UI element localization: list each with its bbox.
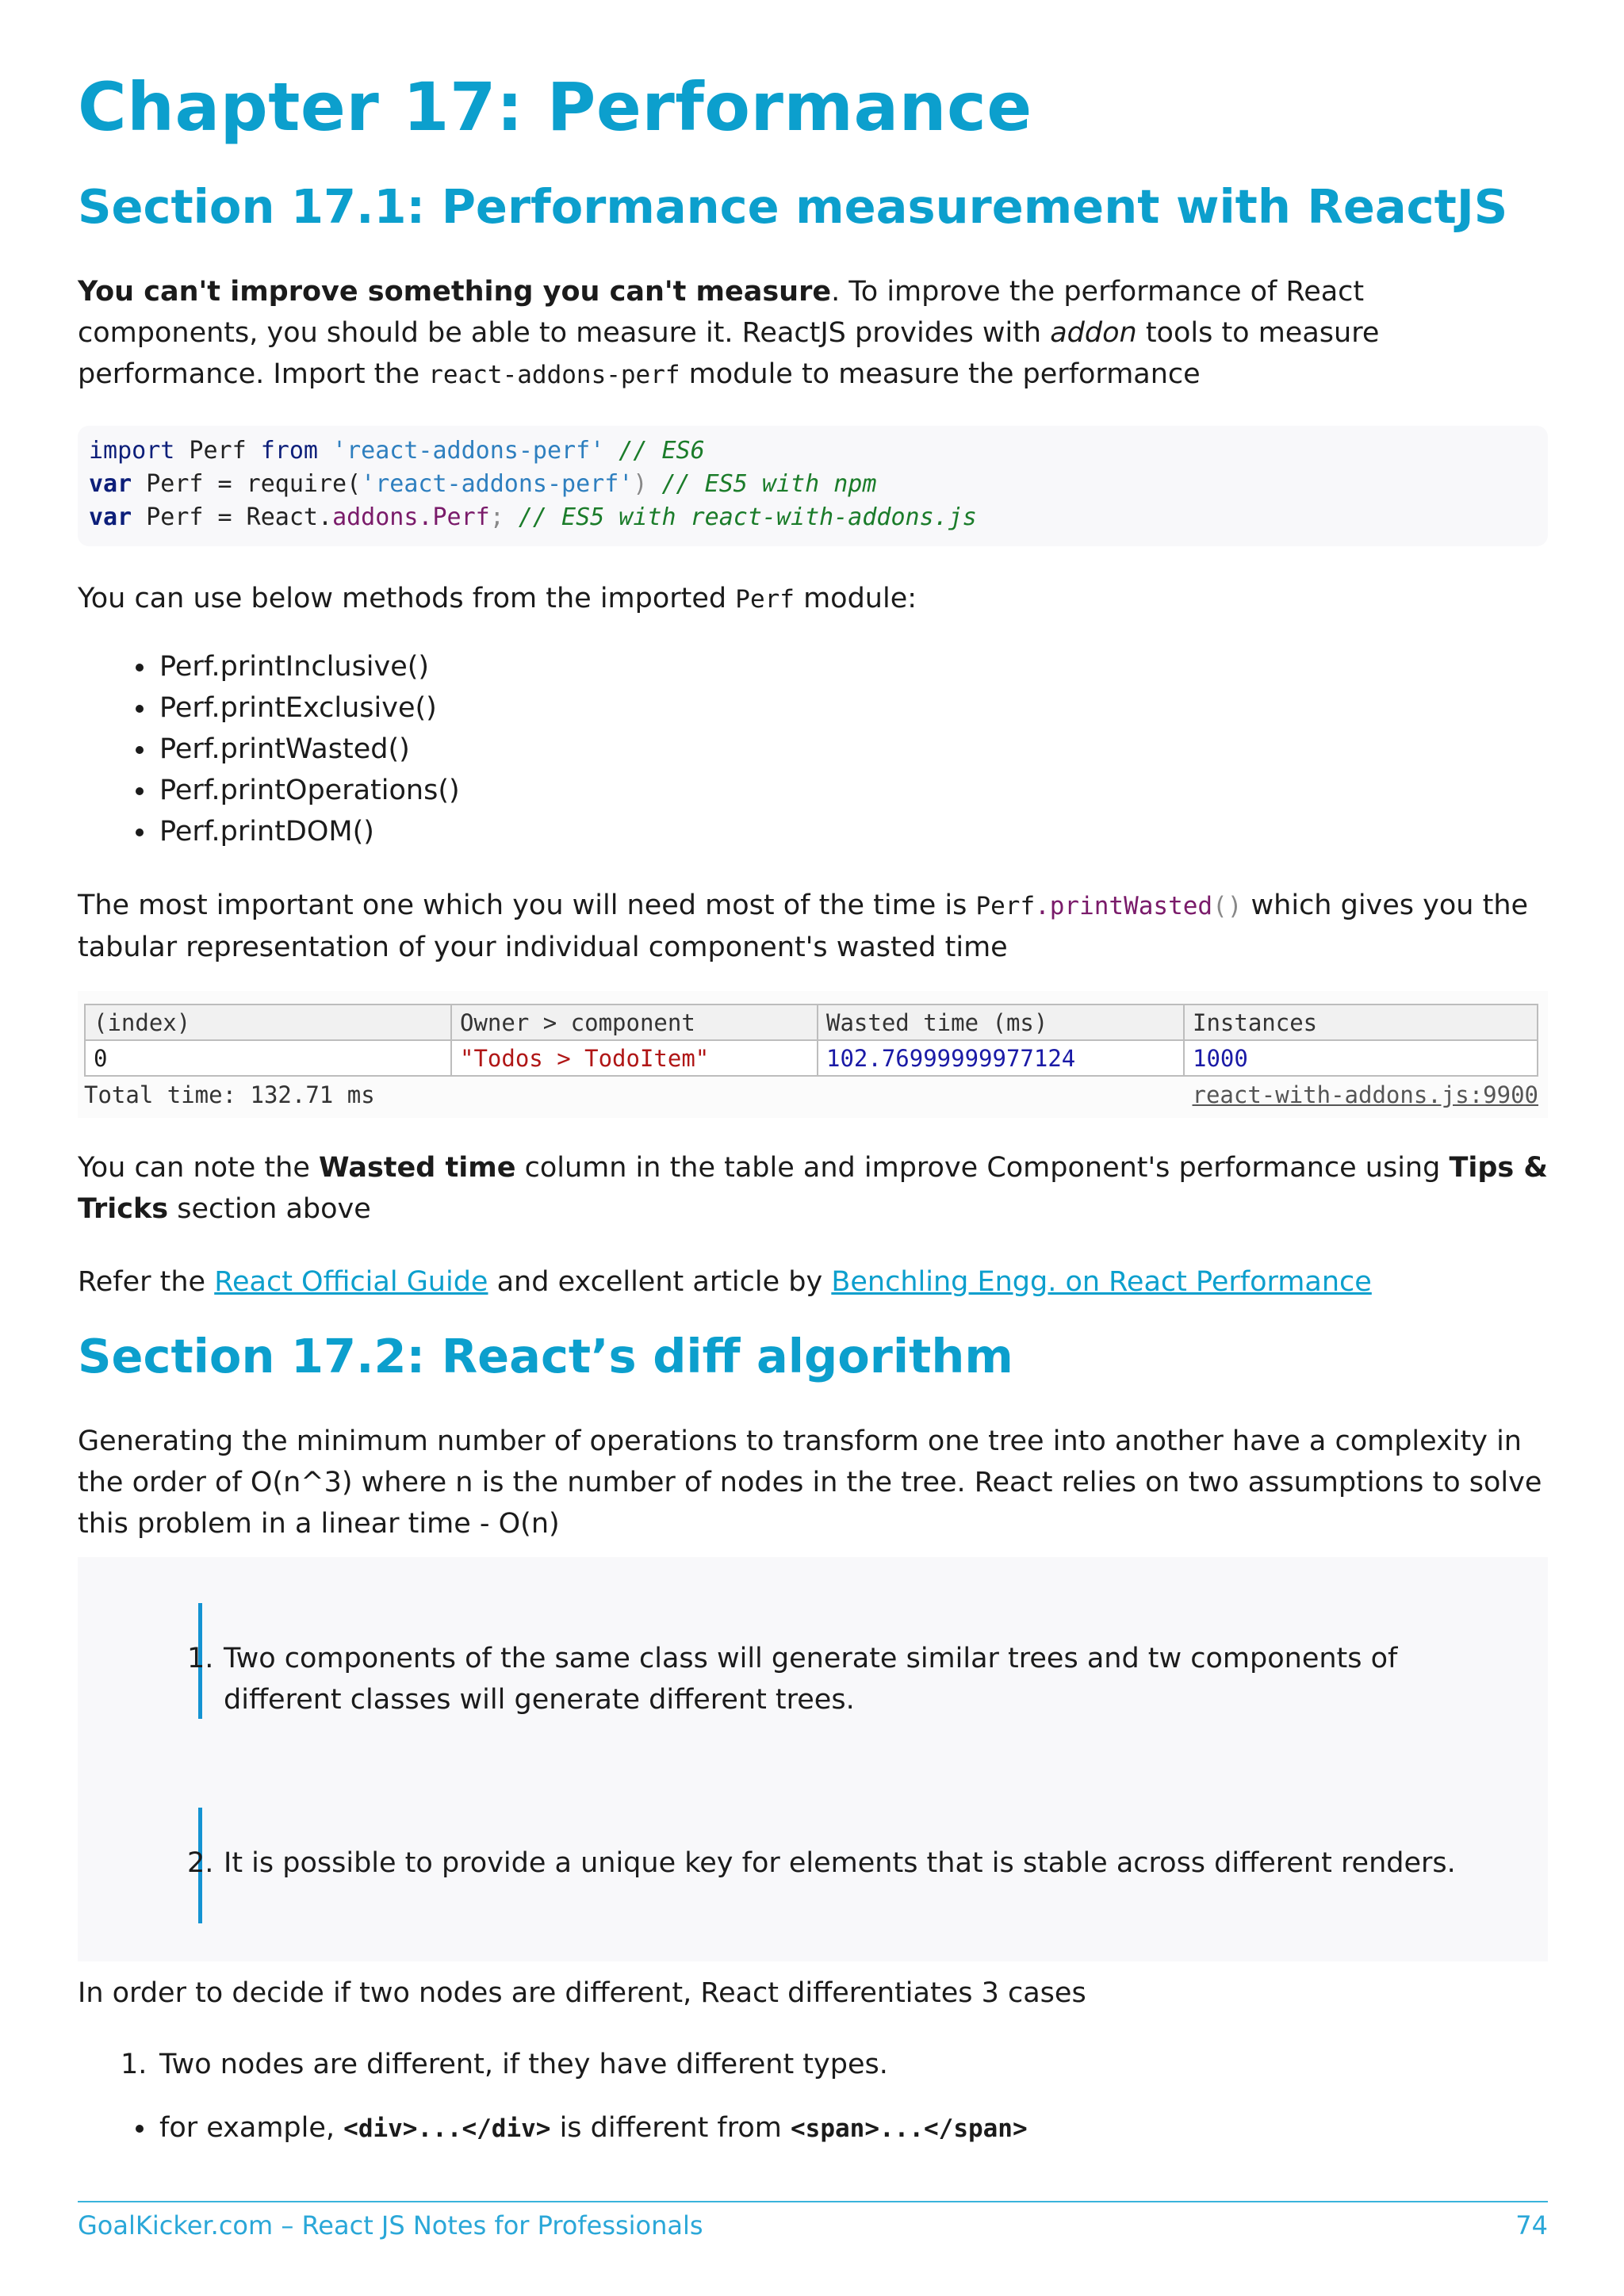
footer-divider (78, 2201, 1548, 2202)
code-block (78, 426, 1548, 546)
list-item: Perf.printDOM() (78, 811, 460, 852)
code-line-3: var Perf = React.addons.Perf; // ES5 with react-with-addons.js (89, 503, 977, 531)
case-text: Two nodes are different, if they have different types. (159, 2049, 888, 2080)
react-guide-link[interactable]: React Official Guide (214, 1266, 488, 1298)
list-item: Perf.printWasted() (78, 729, 460, 770)
table-header: Owner > component (451, 1004, 818, 1040)
table-header: Wasted time (ms) (818, 1004, 1184, 1040)
intro-italic: addon (1050, 317, 1137, 349)
perf-table-screenshot (78, 991, 1548, 1118)
source-link[interactable]: react-with-addons.js:9900 (1192, 1081, 1538, 1108)
intro-paragraph (78, 271, 1548, 396)
total-time: Total time: 132.71 ms (84, 1081, 375, 1108)
diff-intro: Generating the minimum number of operations to transform one tree into another have a complexity in the order of O(n^3) where n is the number of nodes in the tree. React relies on two assumptions to solve this problem in a linear time - O(n) (78, 1425, 1542, 1540)
assumption-text: It is possible to provide a unique key for elements that is stable across different renders. (224, 1847, 1456, 1879)
intro-text-3: module to measure the performance (680, 358, 1201, 390)
methods-intro: You can use below methods from the imported Perf module: (78, 583, 917, 614)
intro-bold: You can't improve something you can't measure (78, 276, 832, 308)
page-number: 74 (1515, 2210, 1548, 2241)
footer-title: GoalKicker.com – React JS Notes for Professionals (78, 2210, 703, 2241)
table-cell: 1000 (1184, 1040, 1538, 1076)
table-header: Instances (1184, 1004, 1538, 1040)
table-cell: 0 (85, 1040, 451, 1076)
section-title-17-1: Section 17.1: Performance measurement with ReactJS (78, 179, 1508, 234)
intro-text-1: . To improve the performance of React components, you should be able to measure it. ReactJS provides with (78, 276, 1365, 349)
bullet (136, 2125, 144, 2133)
table-header-row (85, 1004, 1538, 1040)
refer-paragraph: Refer the React Official Guide and excellent article by Benchling Engg. on React Performance (78, 1266, 1372, 1298)
section-title-17-2: Section 17.2: React’s diff algorithm (78, 1329, 1013, 1383)
list-item: Perf.printInclusive() (78, 646, 460, 687)
table-header: (index) (85, 1004, 451, 1040)
list-item: Perf.printOperations() (78, 770, 460, 811)
perf-table (84, 1004, 1538, 1077)
code-line-1: import Perf from 'react-addons-perf' // ES6 (89, 437, 705, 465)
case-number: 1. (121, 2049, 147, 2080)
intro-code: react-addons-perf (428, 361, 680, 389)
table-cell: 102.76999999977124 (818, 1040, 1184, 1076)
important-paragraph: The most important one which you will need most of the time is Perf.printWasted() which gives you the tabular representation of your individual component's wasted time (78, 890, 1529, 963)
table-cell: "Todos > TodoItem" (451, 1040, 818, 1076)
note-paragraph: You can note the Wasted time column in the table and improve Component's performance using Tips & Tricks section above (78, 1152, 1548, 1225)
list-item: Perf.printExclusive() (78, 687, 460, 729)
chapter-title: Chapter 17: Performance (78, 68, 1032, 146)
code-line-2: var Perf = require('react-addons-perf') // ES5 with npm (89, 470, 877, 498)
table-row (85, 1040, 1538, 1076)
assumptions-block (78, 1557, 1548, 1961)
intro-text-2: tools to measure performance. Import the (78, 317, 1380, 390)
example-line: for example, <div>...</div> is different from <span>...</span> (159, 2112, 1028, 2144)
assumption-number: 2. (187, 1847, 214, 1879)
assumption-number: 1. (187, 1643, 214, 1674)
cases-intro: In order to decide if two nodes are different, React differentiates 3 cases (78, 1977, 1086, 2009)
benchling-article-link[interactable]: Benchling Engg. on React Performance (831, 1266, 1372, 1298)
methods-list (78, 646, 460, 852)
assumption-text: Two components of the same class will generate similar trees and tw components of different classes will generate different trees. (224, 1643, 1398, 1716)
